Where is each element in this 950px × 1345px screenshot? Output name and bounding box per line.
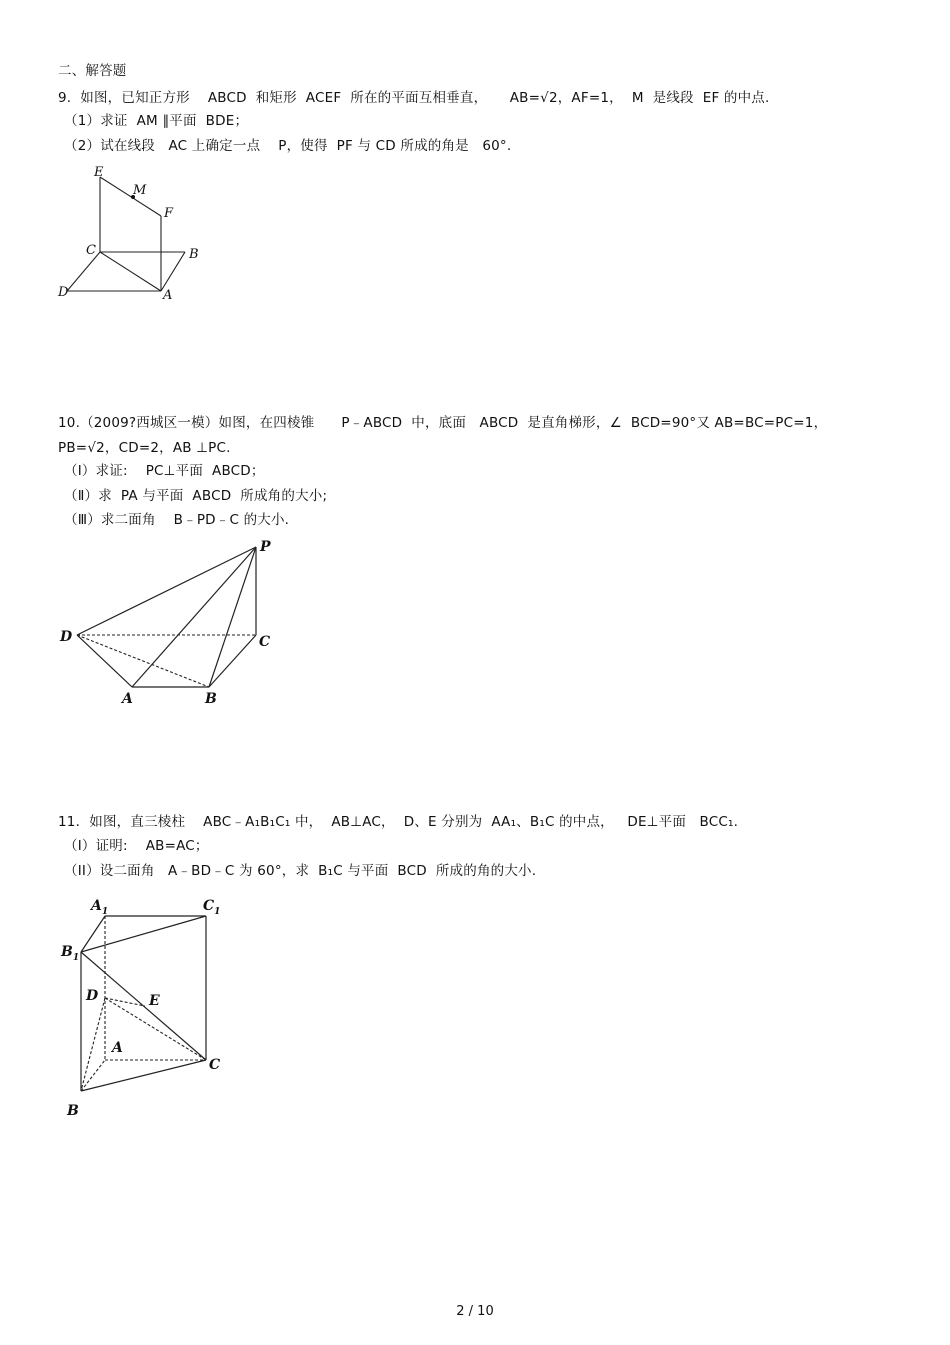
- label-C1: $C_1$: [203, 898, 221, 917]
- label-P: P: [260, 539, 271, 555]
- problem-10-part-1: （Ⅰ）求证: PC⊥平面 ABCD；: [64, 463, 265, 479]
- edge-BC: [209, 635, 256, 687]
- label-C: C: [209, 1057, 221, 1073]
- edge-PB: [209, 547, 256, 687]
- section-heading: 二、解答题: [58, 63, 127, 79]
- label-E: E: [94, 165, 104, 180]
- label-D: D: [86, 988, 99, 1004]
- label-F: F: [164, 206, 174, 221]
- problem-10-part-2: （Ⅱ）求 PA 与平面 ABCD 所成角的大小;: [64, 488, 328, 504]
- problem-10-figure: [55, 535, 295, 710]
- label-C: C: [259, 634, 271, 650]
- edge-PA: [132, 547, 256, 687]
- edge-DP: [77, 547, 256, 635]
- label-A: A: [112, 1040, 123, 1056]
- problem-11-part-1: （I）证明: AB=AC；: [64, 838, 209, 854]
- edge-BA: [161, 252, 185, 291]
- problem-9-part-1: （1）求证 AM ∥平面 BDE；: [64, 113, 249, 129]
- label-M: M: [133, 183, 147, 198]
- problem-10-part-3: （Ⅲ）求二面角 B﹣PD﹣C 的大小.: [64, 512, 290, 528]
- edge-DB-hidden: [77, 635, 209, 687]
- problem-11-figure: [55, 890, 245, 1130]
- edge-DA: [77, 635, 132, 687]
- problem-9-part-2: （2）试在线段 AC 上确定一点 P，使得 PF 与 CD 所成的角是 60°.: [64, 138, 512, 154]
- problem-11-part-2: （II）设二面角 A﹣BD﹣C 为 60°，求 B₁C 与平面 BCD 所成的角的大小.: [64, 863, 537, 879]
- edge-CA: [100, 252, 161, 291]
- edge-DB-hidden: [81, 998, 105, 1091]
- problem-9-figure: [55, 165, 215, 305]
- label-B: B: [205, 691, 217, 707]
- label-A1: $A_1$: [91, 898, 109, 917]
- page-number: 2 / 10: [456, 1304, 494, 1319]
- label-D: D: [60, 629, 73, 645]
- label-D: D: [58, 285, 69, 300]
- label-A: A: [163, 288, 173, 303]
- label-A: A: [122, 691, 133, 707]
- problem-11-statement: 11．如图，直三棱柱 ABC﹣A₁B₁C₁ 中， AB⊥AC， D、E 分别为 AA₁、B₁C 的中点， DE⊥平面 BCC₁.: [58, 814, 739, 830]
- edge-EF: [100, 177, 161, 216]
- label-B1: $B_1$: [61, 944, 80, 963]
- label-E: E: [149, 993, 160, 1009]
- problem-10-statement: 10.（2009?西城区一模）如图，在四棱锥 P﹣ABCD 中，底面 ABCD 是直角梯形，∠ BCD=90°又 AB=BC=PC=1，: [58, 415, 828, 431]
- label-B: B: [189, 247, 199, 262]
- edge-B1C: [81, 952, 206, 1060]
- label-C: C: [86, 243, 96, 258]
- label-B: B: [67, 1103, 79, 1119]
- problem-9-statement: 9. 如图，已知正方形 ABCD 和矩形 ACEF 所在的平面互相垂直， AB=√2，AF=1， M 是线段 EF 的中点.: [58, 90, 770, 106]
- problem-10-statement-cont: PB=√2，CD=2，AB ⊥PC.: [58, 440, 231, 456]
- edge-BC: [81, 1060, 206, 1091]
- edge-B1C1: [81, 916, 206, 952]
